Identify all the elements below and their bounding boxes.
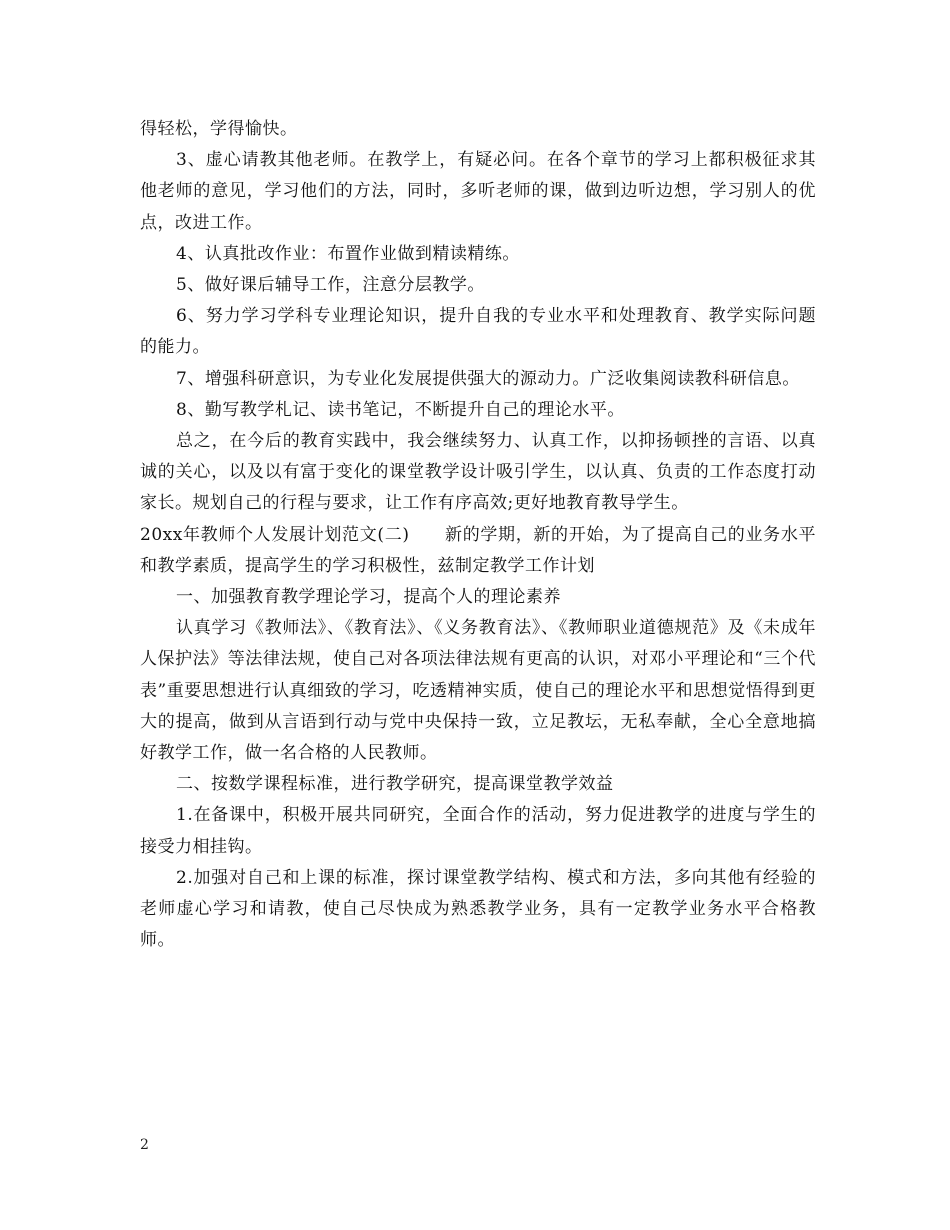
paragraph-summary: 总之，在今后的教育实践中，我会继续努力、认真工作，以抑扬顿挫的言语、以真诚的关心，以及以有富于变化的课堂教学设计吸引学生，以认真、负责的工作态度打动家长。规划自己的行程与要求，让工作有序高效;更好地教育教导学生。	[140, 431, 816, 514]
paragraph-item-8: 8、勤写教学札记、读书笔记，不断提升自己的理论水平。	[176, 399, 625, 420]
paragraph-section-title-two: 20xx年教师个人发展计划范文(二) 新的学期，新的开始，为了提高自己的业务水平和教学素质，提高学生的学习积极性，兹制定教学工作计划	[140, 524, 816, 576]
paragraph-theory-study: 认真学习《教师法》、《教育法》、《义务教育法》、《教师职业道德规范》及《未成年人保护法》等法律法规，使自己对各项法律法规有更高的认识，对邓小平理论和“三个代表”重要思想进行认真细致的学习，吃透精神实质，使自己的理论水平和思想觉悟得到更大的提高，做到从言语到行动与党中央保持一致，立足教坛，无私奉献，全心全意地搞好教学工作，做一名合格的人民教师。	[140, 618, 816, 764]
page-number: 2	[140, 1137, 149, 1153]
paragraph-point-1: 1.在备课中，积极开展共同研究，全面合作的活动，努力促进教学的进度与学生的接受力相挂钩。	[140, 805, 816, 857]
paragraph-continuation: 得轻松，学得愉快。	[140, 119, 298, 139]
paragraph-item-4: 4、认真批改作业：布置作业做到精读精练。	[176, 243, 520, 264]
paragraph-item-6: 6、努力学习学科专业理论知识，提升自我的专业水平和处理教育、教学实际问题的能力。	[140, 306, 816, 358]
heading-part-two: 二、按数学课程标准，进行教学研究，提高课堂教学效益	[176, 774, 614, 795]
paragraph-item-7: 7、增强科研意识，为专业化发展提供强大的源动力。广泛收集阅读教科研信息。	[176, 368, 800, 389]
document-body	[140, 114, 816, 956]
paragraph-item-5: 5、做好课后辅导工作，注意分层教学。	[176, 275, 485, 296]
heading-part-one: 一、加强教育教学理论学习，提高个人的理论素养	[176, 587, 561, 608]
paragraph-point-2: 2.加强对自己和上课的标准，探讨课堂教学结构、模式和方法，多向其他有经验的老师虚心学习和请教，使自己尽快成为熟悉教学业务，具有一定教学业务水平合格教师。	[140, 867, 816, 951]
paragraph-item-3: 3、虚心请教其他老师。在教学上，有疑必问。在各个章节的学习上都积极征求其他老师的意见，学习他们的方法，同时，多听老师的课，做到边听边想，学习别人的优点，改进工作。	[140, 150, 816, 233]
